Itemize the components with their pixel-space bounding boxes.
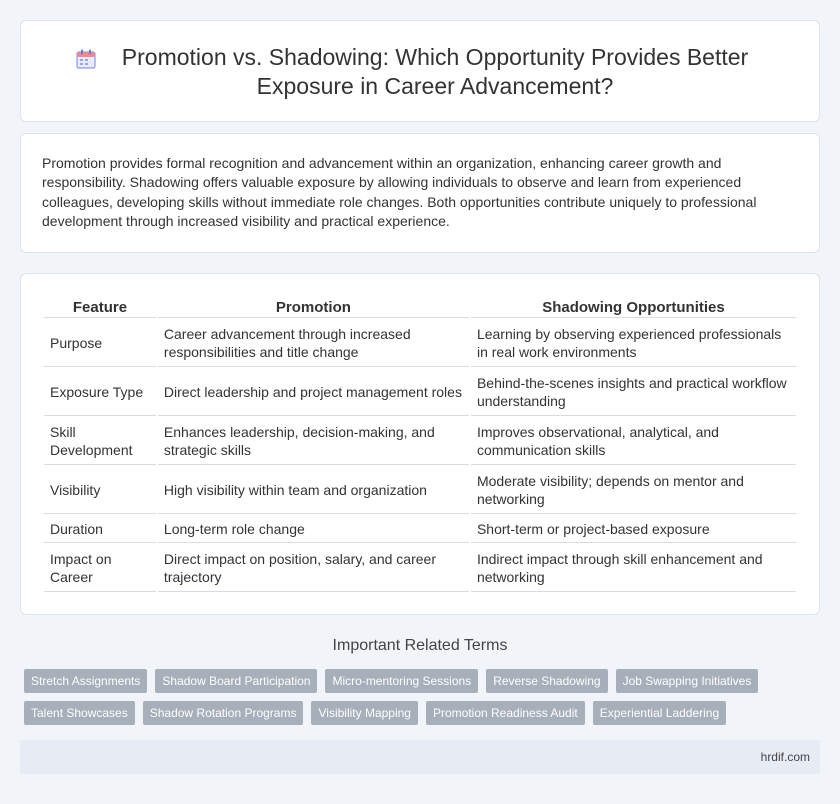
row-shadowing: Short-term or project-based exposure [471,516,796,543]
tag-job-swapping-initiatives[interactable]: Job Swapping Initiatives [616,669,759,693]
tag-stretch-assignments[interactable]: Stretch Assignments [24,669,147,693]
related-terms [24,669,784,733]
row-feature: Purpose [44,320,156,367]
header-feature: Feature [44,298,156,318]
row-shadowing: Improves observational, analytical, and communication skills [471,418,796,465]
tag-talent-showcases[interactable]: Talent Showcases [24,701,135,725]
title-card [20,20,820,122]
intro-paragraph: Promotion provides formal recognition and advancement within an organization, enhancing career growth and responsibility. Shadowing offers valuable exposure by allowing individuals to observe and learn from experienced colleagues, developing skills without immediate role changes. Both opportunities contribute uniquely to professional development through increased visibility and practical experience. [42,155,757,230]
row-feature: Impact on Career [44,545,156,592]
tag-visibility-mapping[interactable]: Visibility Mapping [311,701,418,725]
header-promotion: Promotion [158,298,469,318]
tag-reverse-shadowing[interactable]: Reverse Shadowing [486,669,607,693]
table-row [44,545,796,592]
comparison-table [42,296,798,594]
row-promotion: High visibility within team and organization [158,467,469,514]
table-row [44,418,796,465]
intro-card [20,133,820,253]
tag-micro-mentoring-sessions[interactable]: Micro-mentoring Sessions [325,669,478,693]
tag-experiential-laddering[interactable]: Experiential Laddering [593,701,726,725]
row-promotion: Enhances leadership, decision-making, and strategic skills [158,418,469,465]
row-feature: Skill Development [44,418,156,465]
table-row [44,320,796,367]
tag-row [24,669,784,693]
row-promotion: Direct impact on position, salary, and career trajectory [158,545,469,592]
footer-site[interactable]: hrdif.com [760,750,810,764]
row-feature: Visibility [44,467,156,514]
table-row [44,467,796,514]
row-feature: Exposure Type [44,369,156,416]
row-shadowing: Learning by observing experienced professionals in real work environments [471,320,796,367]
table-row [44,516,796,543]
tag-promotion-readiness-audit[interactable]: Promotion Readiness Audit [426,701,585,725]
tag-shadow-board-participation[interactable]: Shadow Board Participation [155,669,317,693]
tag-shadow-rotation-programs[interactable]: Shadow Rotation Programs [143,701,304,725]
row-promotion: Direct leadership and project management roles [158,369,469,416]
row-shadowing: Moderate visibility; depends on mentor and networking [471,467,796,514]
related-terms-heading: Important Related Terms [332,637,508,654]
row-feature: Duration [44,516,156,543]
header-shadowing: Shadowing Opportunities [471,298,796,318]
row-promotion: Long-term role change [158,516,469,543]
footer [20,740,820,774]
row-shadowing: Indirect impact through skill enhancement and networking [471,545,796,592]
comparison-card [20,273,820,615]
page-title: Promotion vs. Shadowing: Which Opportunity Provides Better Exposure in Career Advancement? [121,44,749,99]
tag-row [24,701,784,725]
table-row [44,369,796,416]
table-header-row [44,298,796,318]
row-shadowing: Behind-the-scenes insights and practical workflow understanding [471,369,796,416]
row-promotion: Career advancement through increased responsibilities and title change [158,320,469,367]
